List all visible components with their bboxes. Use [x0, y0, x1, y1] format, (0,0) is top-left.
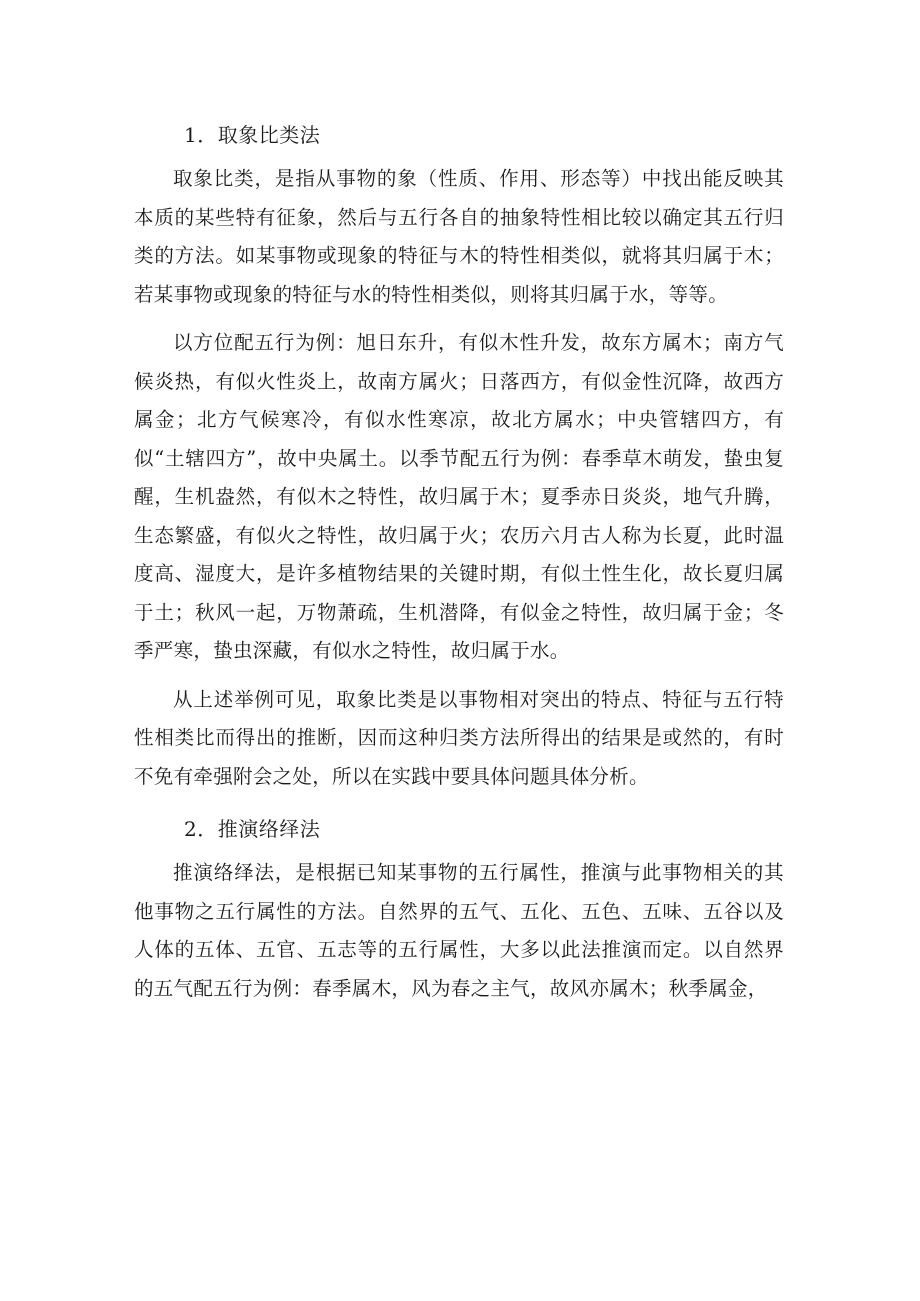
section-1-paragraph-2: 以方位配五行为例：旭日东升，有似木性升发，故东方属木；南方气候炎热，有似火性炎上，故南方属火；日落西方，有似金性沉降，故西方属金；北方气候寒冷，有似水性寒凉，故北方属水；中央管辖四方，有似“土辖四方”，故中央属土。以季节配五行为例：春季草木萌发，蛰虫复醒，生机盎然，有似木之特性，故归属于木；夏季赤日炎炎，地气升腾，生态繁盛，有似火之特性，故归属于火；农历六月古人称为长夏，此时温度高、湿度大，是许多植物结果的关键时期，有似土性生化，故长夏归属于土；秋风一起，万物萧疏，生机潜降，有似金之特性，故归属于金；冬季严寒，蛰虫深藏，有似水之特性，故归属于水。: [134, 331, 784, 662]
document-page: [134, 112, 784, 1018]
section-1-paragraph-1: 取象比类，是指从事物的象（性质、作用、形态等）中找出能反映其本质的某些特有征象，然后与五行各自的抽象特性相比较以确定其五行归类的方法。如某事物或现象的特征与木的特性相类似，就将其归属于木；若某事物或现象的特征与水的特性相类似，则将其归属于水，等等。: [134, 167, 784, 306]
section-2-paragraph-1: 推演络绎法，是根据已知某事物的五行属性，推演与此事物相关的其他事物之五行属性的方法。自然界的五气、五化、五色、五味、五谷以及人体的五体、五官、五志等的五行属性，大多以此法推演而定。以自然界的五气配五行为例：春季属木，风为春之主气，故风亦属木；秋季属金，: [134, 861, 784, 1000]
section-1-heading: 1．取象比类法: [184, 123, 321, 147]
section-1-paragraph-3: 从上述举例可见，取象比类是以事物相对突出的特点、特征与五行特性相类比而得出的推断，因而这种归类方法所得出的结果是或然的，有时不免有牵强附会之处，所以在实践中要具体问题具体分析。: [134, 687, 784, 788]
section-2-heading: 2．推演络绎法: [184, 817, 321, 841]
